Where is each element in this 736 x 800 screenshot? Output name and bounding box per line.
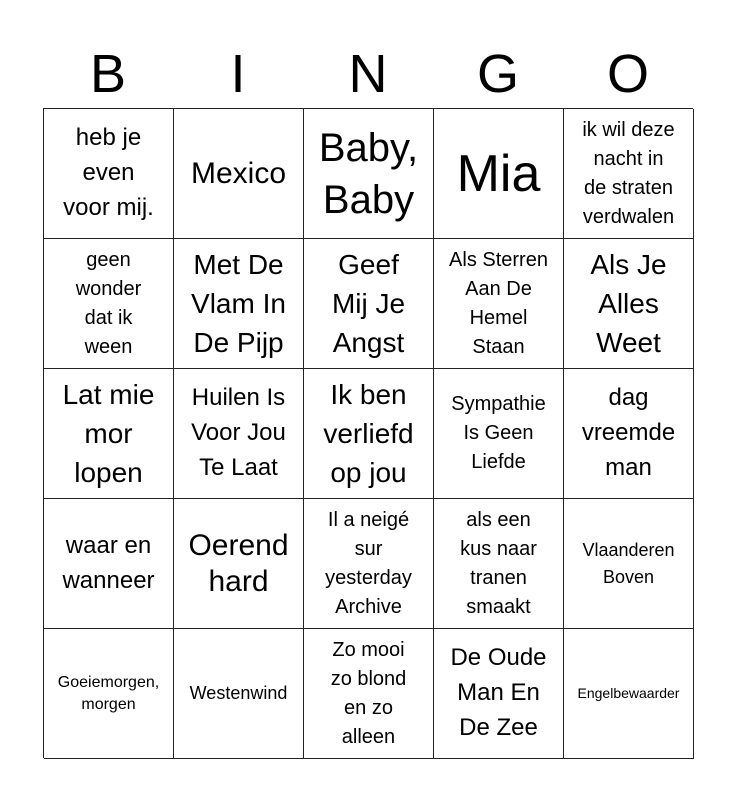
bingo-cell-r4-c1[interactable]: waar en wanneer (44, 499, 174, 629)
bingo-cell-r5-c1[interactable]: Goeiemorgen, morgen (44, 629, 174, 759)
bingo-cell-r1-c3[interactable]: Baby, Baby (304, 109, 434, 239)
bingo-cell-r2-c2[interactable]: Met De Vlam In De Pijp (174, 239, 304, 369)
bingo-cell-r5-c5[interactable]: Engelbewaarder (564, 629, 694, 759)
bingo-cell-r1-c4[interactable]: Mia (434, 109, 564, 239)
bingo-cell-r2-c4[interactable]: Als Sterren Aan De Hemel Staan (434, 239, 564, 369)
header-letter-o: O (606, 44, 649, 104)
bingo-header (43, 40, 693, 108)
bingo-cell-r3-c1[interactable]: Lat mie mor lopen (44, 369, 174, 499)
bingo-cell-r3-c5[interactable]: dag vreemde man (564, 369, 694, 499)
bingo-cell-r2-c1[interactable]: geen wonder dat ik ween (44, 239, 174, 369)
bingo-card-grid (43, 108, 693, 758)
header-letter-i: I (230, 44, 246, 104)
bingo-cell-r4-c5[interactable]: Vlaanderen Boven (564, 499, 694, 629)
bingo-cell-r4-c4[interactable]: als een kus naar tranen smaakt (434, 499, 564, 629)
bingo-cell-r1-c1[interactable]: heb je even voor mij. (44, 109, 174, 239)
bingo-cell-r4-c2[interactable]: Oerend hard (174, 499, 304, 629)
bingo-cell-r3-c4[interactable]: Sympathie Is Geen Liefde (434, 369, 564, 499)
bingo-cell-r3-c2[interactable]: Huilen Is Voor Jou Te Laat (174, 369, 304, 499)
bingo-cell-r5-c2[interactable]: Westenwind (174, 629, 304, 759)
bingo-cell-r3-c3[interactable]: Ik ben verliefd op jou (304, 369, 434, 499)
bingo-cell-r2-c3[interactable]: Geef Mij Je Angst (304, 239, 434, 369)
bingo-cell-r1-c5[interactable]: ik wil deze nacht in de straten verdwalen (564, 109, 694, 239)
bingo-cell-r4-c3[interactable]: Il a neigé sur yesterday Archive (304, 499, 434, 629)
header-letter-n: N (348, 44, 388, 104)
bingo-cell-r5-c3[interactable]: Zo mooi zo blond en zo alleen (304, 629, 434, 759)
bingo-cell-r5-c4[interactable]: De Oude Man En De Zee (434, 629, 564, 759)
bingo-cell-r2-c5[interactable]: Als Je Alles Weet (564, 239, 694, 369)
header-letter-b: B (89, 44, 127, 104)
header-letter-g: G (476, 44, 519, 104)
bingo-cell-r1-c2[interactable]: Mexico (174, 109, 304, 239)
